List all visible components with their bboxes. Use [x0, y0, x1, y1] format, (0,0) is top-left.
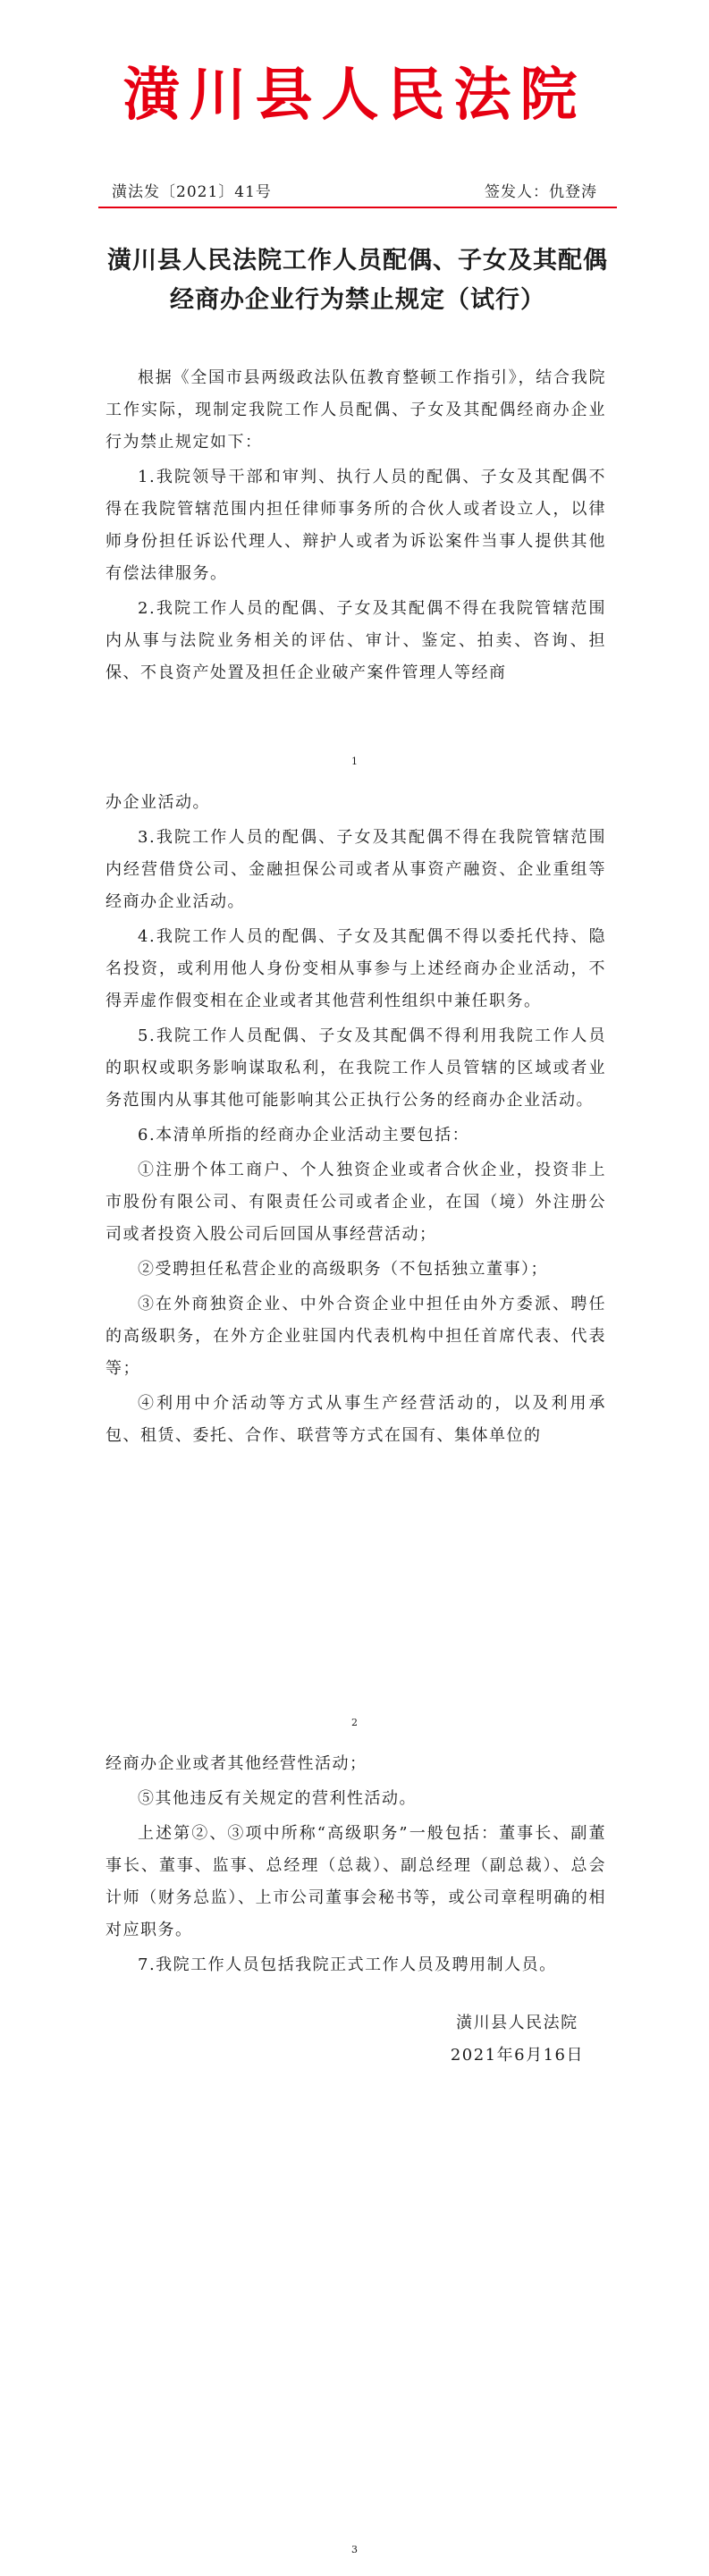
document-title: 潢川县人民法院工作人员配偶、子女及其配偶经商办企业行为禁止规定（试行）	[107, 247, 608, 314]
page-1-body	[106, 362, 606, 692]
paragraph: 7.我院工作人员包括我院正式工作人员及聘用制人员。	[138, 1955, 557, 1974]
paragraph: 2.我院工作人员的配偶、子女及其配偶不得在我院管辖范围内从事与法院业务相关的评估、审计、鉴定、拍卖、咨询、担保、不良资产处置及担任企业破产案件管理人等经商	[106, 599, 606, 682]
org-header-title: 潢川县人民法院	[122, 62, 587, 129]
paragraph-continuation: 办企业活动。	[106, 793, 210, 812]
paragraph-continuation: 经商办企业或者其他经营性活动；	[106, 1754, 367, 1773]
paragraph: ①注册个体工商户、个人独资企业或者合伙企业，投资非上市股份有限公司、有限责任公司或者企业，在国（境）外注册公司或者投资入股公司后回国从事经营活动；	[106, 1161, 606, 1244]
page-1	[0, 0, 709, 787]
paragraph: ②受聘担任私营企业的高级职务（不包括独立董事）；	[138, 1260, 548, 1279]
issue-date: 2021年6月16日	[450, 2046, 584, 2065]
page-number: 3	[351, 2544, 358, 2555]
red-divider-line	[98, 207, 617, 208]
paragraph: ④利用中介活动等方式从事生产经营活动的，以及利用承包、租赁、委托、合作、联营等方式在国有、集体单位的	[106, 1394, 606, 1445]
page-2-body	[106, 787, 606, 1455]
paragraph: 根据《全国市县两级政法队伍教育整顿工作指引》，结合我院工作实际，现制定我院工作人员配偶、子女及其配偶经商办企业行为禁止规定如下：	[106, 368, 606, 452]
signer: 签发人：仇登涛	[485, 183, 597, 201]
issuer-name: 潢川县人民法院	[456, 2014, 578, 2032]
paragraph: 3.我院工作人员的配偶、子女及其配偶不得在我院管辖范围内经营借贷公司、金融担保公司或者从事资产融资、企业重组等经商办企业活动。	[106, 828, 606, 911]
page-number: 2	[351, 1717, 358, 1728]
paragraph: 4.我院工作人员的配偶、子女及其配偶不得以委托代持、隐名投资，或利用他人身份变相从事参与上述经商办企业活动，不得弄虚作假变相在企业或者其他营利性组织中兼任职务。	[106, 927, 606, 1010]
paragraph: 5.我院工作人员配偶、子女及其配偶不得利用我院工作人员的职权或职务影响谋取私利，在我院工作人员管辖的区域或者业务范围内从事其他可能影响其公正执行公务的经商办企业活动。	[106, 1026, 606, 1110]
paragraph: ③在外商独资企业、中外合资企业中担任由外方委派、聘任的高级职务，在外方企业驻国内代表机构中担任首席代表、代表等；	[106, 1295, 606, 1378]
page-3	[0, 1748, 709, 2576]
document-number: 潢法发〔2021〕41号	[112, 183, 272, 201]
page-number: 1	[351, 756, 358, 767]
paragraph: 上述第②、③项中所称“高级职务”一般包括：董事长、副董事长、董事、监事、总经理（总裁）、副总经理（副总裁）、总会计师（财务总监）、上市公司董事会秘书等，或公司章程明确的相对应职务。	[106, 1824, 606, 1939]
paragraph: ⑤其他违反有关规定的营利性活动。	[138, 1789, 417, 1808]
paragraph: 1.我院领导干部和审判、执行人员的配偶、子女及其配偶不得在我院管辖范围内担任律师事务所的合伙人或者设立人，以律师身份担任诉讼代理人、辩护人或者为诉讼案件当事人提供其他有偿法律服务。	[106, 468, 606, 583]
issuer-signature-block	[451, 2007, 584, 2072]
paragraph: 6.本清单所指的经商办企业活动主要包括：	[138, 1126, 470, 1144]
page-3-body	[106, 1748, 606, 1984]
page-2	[0, 787, 709, 1748]
